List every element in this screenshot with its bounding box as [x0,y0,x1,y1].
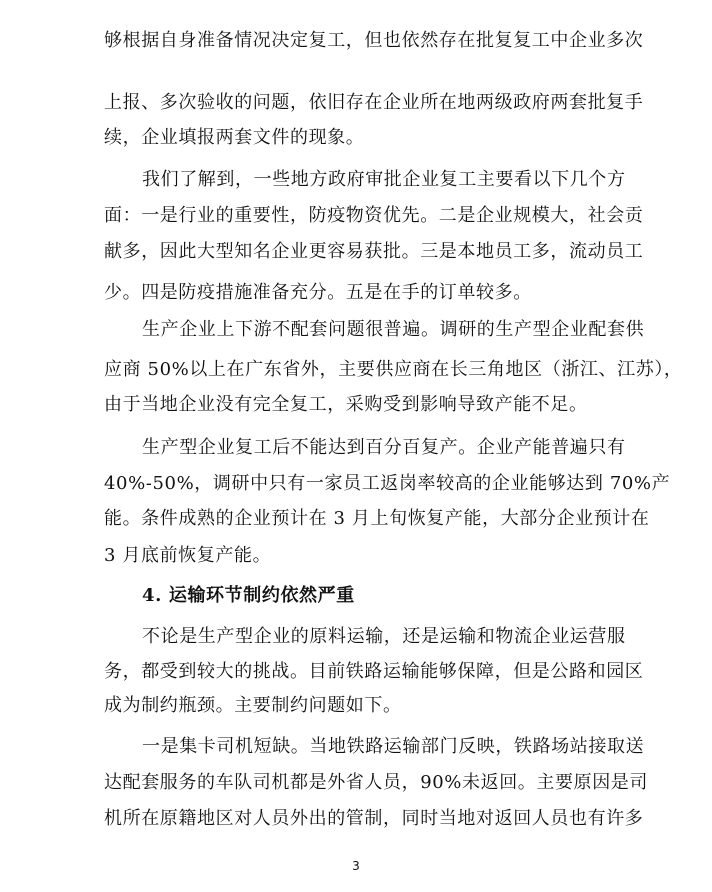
paragraph-4-line-2: 40%-50%，调研中只有一家员工返岗率较高的企业能够达到 70%产 [104,473,671,494]
paragraph-4-line-1: 生产型企业复工后不能达到百分百复产。企业产能普遍只有 [142,437,626,458]
paragraph-4-line-3: 能。条件成熟的企业预计在 3 月上旬恢复产能，大部分企业预计在 [104,508,650,529]
paragraph-3-line-3: 由于当地企业没有完全复工，采购受到影响导致产能不足。 [104,394,588,415]
section-paragraph-2-line-1: 一是集卡司机短缺。当地铁路运输部门反映，铁路场站接取送 [142,736,645,757]
paragraph-1-line-2: 上报、多次验收的问题，依旧存在企业所在地两级政府两套批复手 [104,92,644,113]
section-paragraph-1-line-3: 成为制约瓶颈。主要制约问题如下。 [104,695,402,716]
section-paragraph-2-line-3: 机所在原籍地区对人员外出的管制，同时当地对返回人员也有许多 [104,808,644,829]
paragraph-2-line-2: 面：一是行业的重要性，防疫物资优先。二是企业规模大，社会贡 [104,205,644,226]
section-paragraph-2-line-2: 达配套服务的车队司机都是外省人员，90%未返回。主要原因是司 [104,772,649,793]
section-paragraph-1-line-1: 不论是生产型企业的原料运输，还是运输和物流企业运营服 [142,626,626,647]
section-paragraph-1-line-2: 务，都受到较大的挑战。目前铁路运输能够保障，但是公路和园区 [104,661,644,682]
paragraph-1-line-3: 续，企业填报两套文件的现象。 [104,127,365,148]
paragraph-4-line-4: 3 月底前恢复产能。 [104,545,272,566]
paragraph-3-line-2: 应商 50%以上在广东省外，主要供应商在长三角地区（浙江、江苏）， [104,359,683,380]
paragraph-3-line-1: 生产企业上下游不配套问题很普遍。调研的生产型企业配套供 [142,319,645,340]
paragraph-2-line-4: 少。四是防疫措施准备充分。五是在手的订单较多。 [104,282,532,303]
section-heading: 4. 运输环节制约依然严重 [142,585,355,606]
paragraph-2-line-1: 我们了解到，一些地方政府审批企业复工主要看以下几个方 [142,169,626,190]
page-number: 3 [352,859,360,873]
paragraph-1-line-1: 够根据自身准备情况决定复工，但也依然存在批复复工中企业多次 [104,30,644,51]
paragraph-2-line-3: 献多，因此大型知名企业更容易获批。三是本地员工多，流动员工 [104,241,644,262]
